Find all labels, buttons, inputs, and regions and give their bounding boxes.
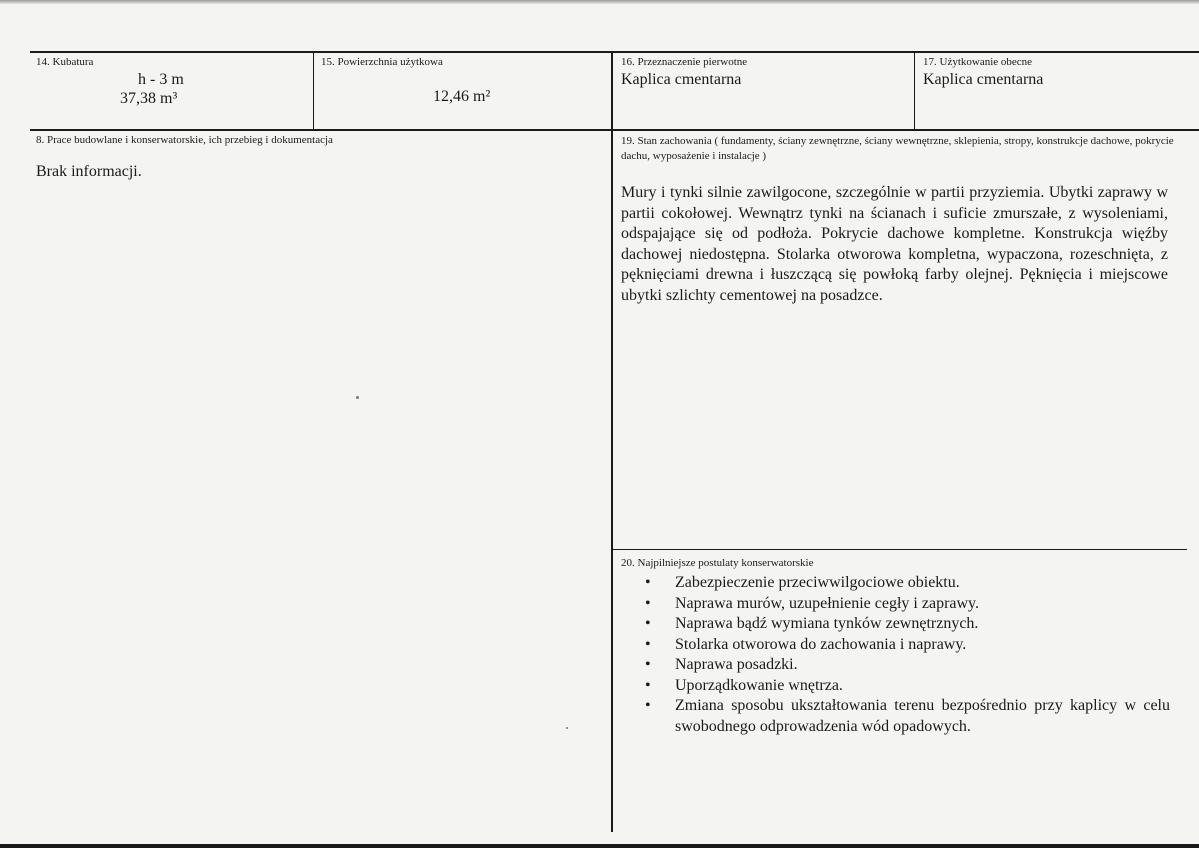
bullet-icon: • xyxy=(645,574,651,591)
bottom-border-line xyxy=(0,844,1199,848)
postulate-item xyxy=(621,594,1170,615)
divider-14-15 xyxy=(313,52,314,130)
postulate-item xyxy=(621,696,1170,737)
postulate-text: Zabezpieczenie przeciwwilgociowe obiektu. xyxy=(675,574,960,591)
postulate-item xyxy=(621,614,1170,635)
scan-speck xyxy=(356,396,359,399)
postulate-text: Naprawa murów, uzupełnienie cegły i zaprawy. xyxy=(675,594,980,612)
field-19-description: Mury i tynki silnie zawilgocone, szczególnie w partii przyziemia. Ubytki zaprawy w partii cokołowej. Wewnątrz tynki na ścianach i suficie zmurszałe, z wysoleniami, odspajające się od podłoża. Pokrycie dachowe kompletne. Konstrukcja więźby dachowej niedostępna. Stolarka otworowa kompletna, wypaczona, rozeschnięta, z pęknięciami drewna i łuszczącą się powłoką farby olejnej. Pęknięcia i miejscowe ubytki szlichty cementowej na posadzce. xyxy=(621,184,1168,304)
postulate-text: Naprawa posadzki. xyxy=(675,656,798,673)
bullet-icon: • xyxy=(645,594,651,612)
field-14-label: 14. Kubatura xyxy=(36,56,94,68)
field-15-value: 12,46 m² xyxy=(433,88,491,105)
bullet-icon: • xyxy=(645,635,651,653)
postulate-text: Uporządkowanie wnętrza. xyxy=(675,676,843,694)
main-column-divider xyxy=(611,52,613,832)
field-16-value: Kaplica cmentarna xyxy=(621,71,742,88)
field-17-label: 17. Użytkowanie obecne xyxy=(923,56,1033,68)
postulate-text: Naprawa bądź wymiana tynków zewnętrznych. xyxy=(675,615,979,632)
postulate-item xyxy=(621,655,1170,676)
postulate-text: Zmiana sposobu ukształtowania terenu bezpośrednio przy kaplicy w celu swobodnego odprowadzenia wód opadowych. xyxy=(675,697,1170,735)
field-18-label: 8. Prace budowlane i konserwatorskie, ich przebieg i dokumentacja xyxy=(36,134,333,146)
field-14-volume: 37,38 m³ xyxy=(120,90,178,107)
field-20-label: 20. Najpilniejsze postulaty konserwatorskie xyxy=(621,557,814,569)
divider-16-17 xyxy=(914,52,915,130)
middle-border-line xyxy=(30,129,1199,131)
postulate-item xyxy=(621,676,1170,697)
field-19-label: 19. Stan zachowania ( fundamenty, ściany zewnętrzne, ściany wewnętrzne, sklepienia, stropy, konstrukcje dachowe, pokrycie dachu, wyposażenie i instalacje ) xyxy=(621,135,1174,162)
bullet-icon: • xyxy=(645,656,651,673)
field-17-value: Kaplica cmentarna xyxy=(923,71,1044,88)
scan-top-edge xyxy=(0,0,1199,4)
bullet-icon: • xyxy=(645,676,651,694)
scan-speck xyxy=(566,727,568,729)
postulate-item xyxy=(621,573,1170,594)
field-18-value: Brak informacji. xyxy=(36,163,142,180)
bullet-icon: • xyxy=(645,697,651,714)
postulate-text: Stolarka otworowa do zachowania i naprawy. xyxy=(675,635,967,653)
field-14-height: h - 3 m xyxy=(138,71,184,88)
divider-19-20 xyxy=(612,549,1187,550)
postulate-item xyxy=(621,635,1170,656)
postulates-list xyxy=(621,573,1170,737)
bullet-icon: • xyxy=(645,615,651,632)
field-15-label: 15. Powierzchnia użytkowa xyxy=(321,56,443,68)
top-border-line xyxy=(30,51,1199,53)
field-16-label: 16. Przeznaczenie pierwotne xyxy=(621,56,748,68)
